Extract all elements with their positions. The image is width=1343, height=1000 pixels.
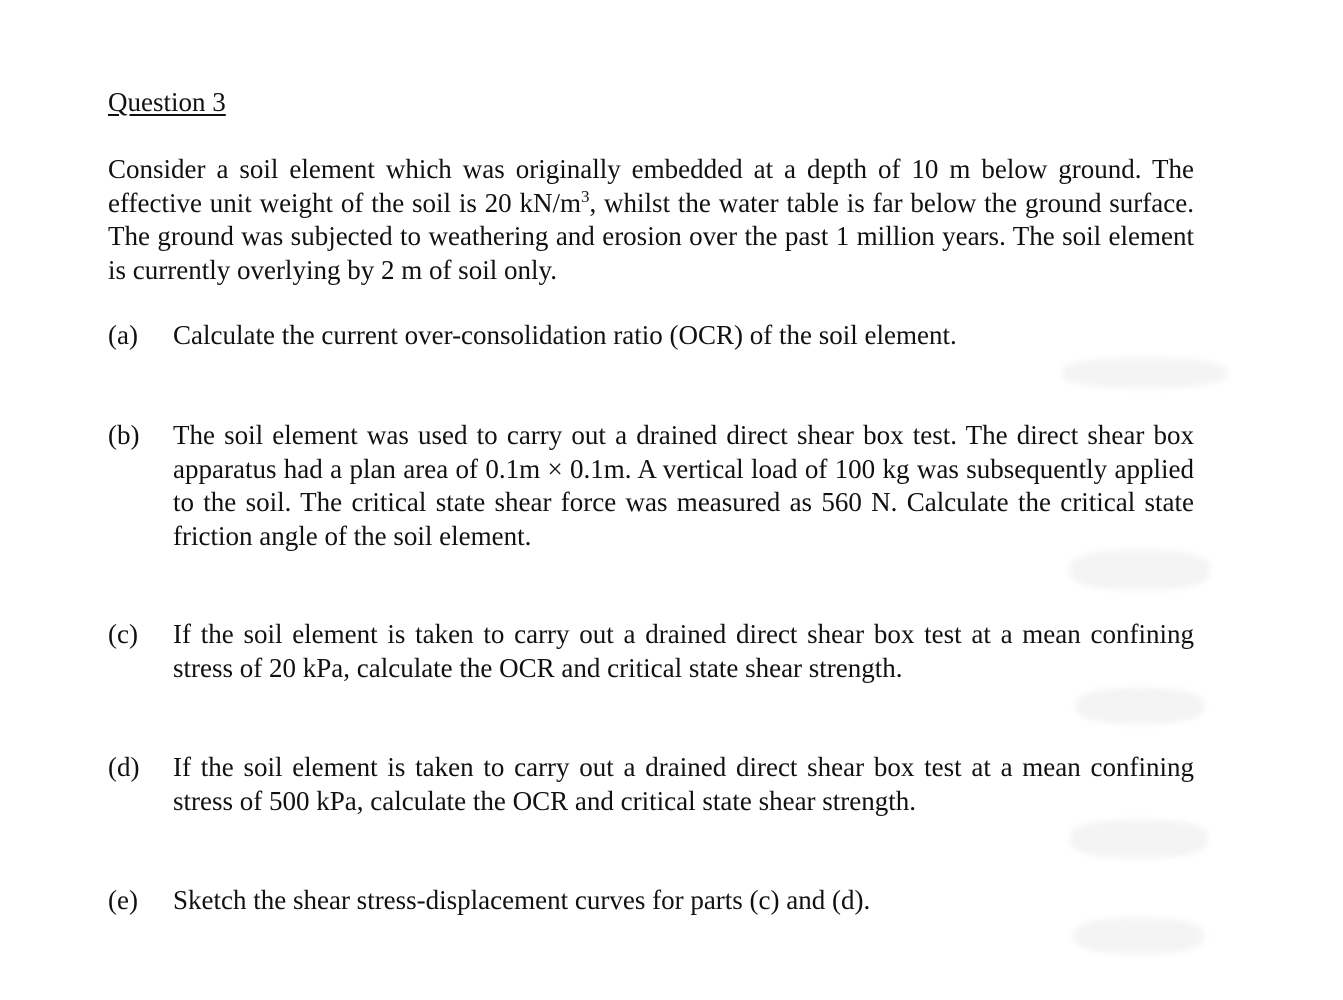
- erased-mark: [1074, 918, 1204, 954]
- part-e-text: Sketch the shear stress-displacement curves for parts (c) and (d).: [173, 885, 871, 915]
- part-c-text: If the soil element is taken to carry out a drained direct shear box test at a mean confining stress of 20 kPa, calculate the OCR and critical state shear strength.: [173, 619, 1194, 683]
- part-e-label: (e): [108, 885, 138, 915]
- part-a-label: (a): [108, 320, 138, 350]
- question-intro: [108, 153, 1194, 287]
- part-e: [108, 884, 1194, 918]
- part-a-text: Calculate the current over-consolidation ratio (OCR) of the soil element.: [173, 320, 957, 350]
- erased-mark: [1076, 688, 1204, 724]
- unit-superscript: 3: [580, 186, 590, 206]
- part-b-text: The soil element was used to carry out a drained direct shear box test. The direct shear box apparatus had a plan area of 0.1m × 0.1m. A vertical load of 100 kg was subsequently applied to the soil. The critical state shear force was measured as 560 N. Calculate the critical state friction angle of the soil element.: [173, 420, 1194, 551]
- part-a: [108, 319, 1194, 353]
- intro-text: Consider a soil element which was originally embedded at a depth of 10 m below ground. The effective unit weight of the soil is 20 kN/m: [108, 154, 1194, 218]
- part-d-label: (d): [108, 752, 140, 782]
- part-d: [108, 751, 1194, 818]
- erased-mark: [1070, 820, 1208, 858]
- intro-text-continued: , whilst the water table is far below the ground surface. The ground was subjected to weathering and erosion over the past 1 million years. The soil element is currently overlying by 2 m of soil only.: [108, 187, 1194, 285]
- question-heading: Question 3: [108, 87, 226, 117]
- part-c: [108, 618, 1194, 685]
- part-b-label: (b): [108, 420, 140, 450]
- erased-mark: [1062, 358, 1227, 388]
- erased-mark: [1070, 550, 1210, 590]
- part-c-label: (c): [108, 619, 138, 649]
- part-b: [108, 419, 1194, 553]
- part-d-text: If the soil element is taken to carry out a drained direct shear box test at a mean confining stress of 500 kPa, calculate the OCR and critical state shear strength.: [173, 752, 1194, 816]
